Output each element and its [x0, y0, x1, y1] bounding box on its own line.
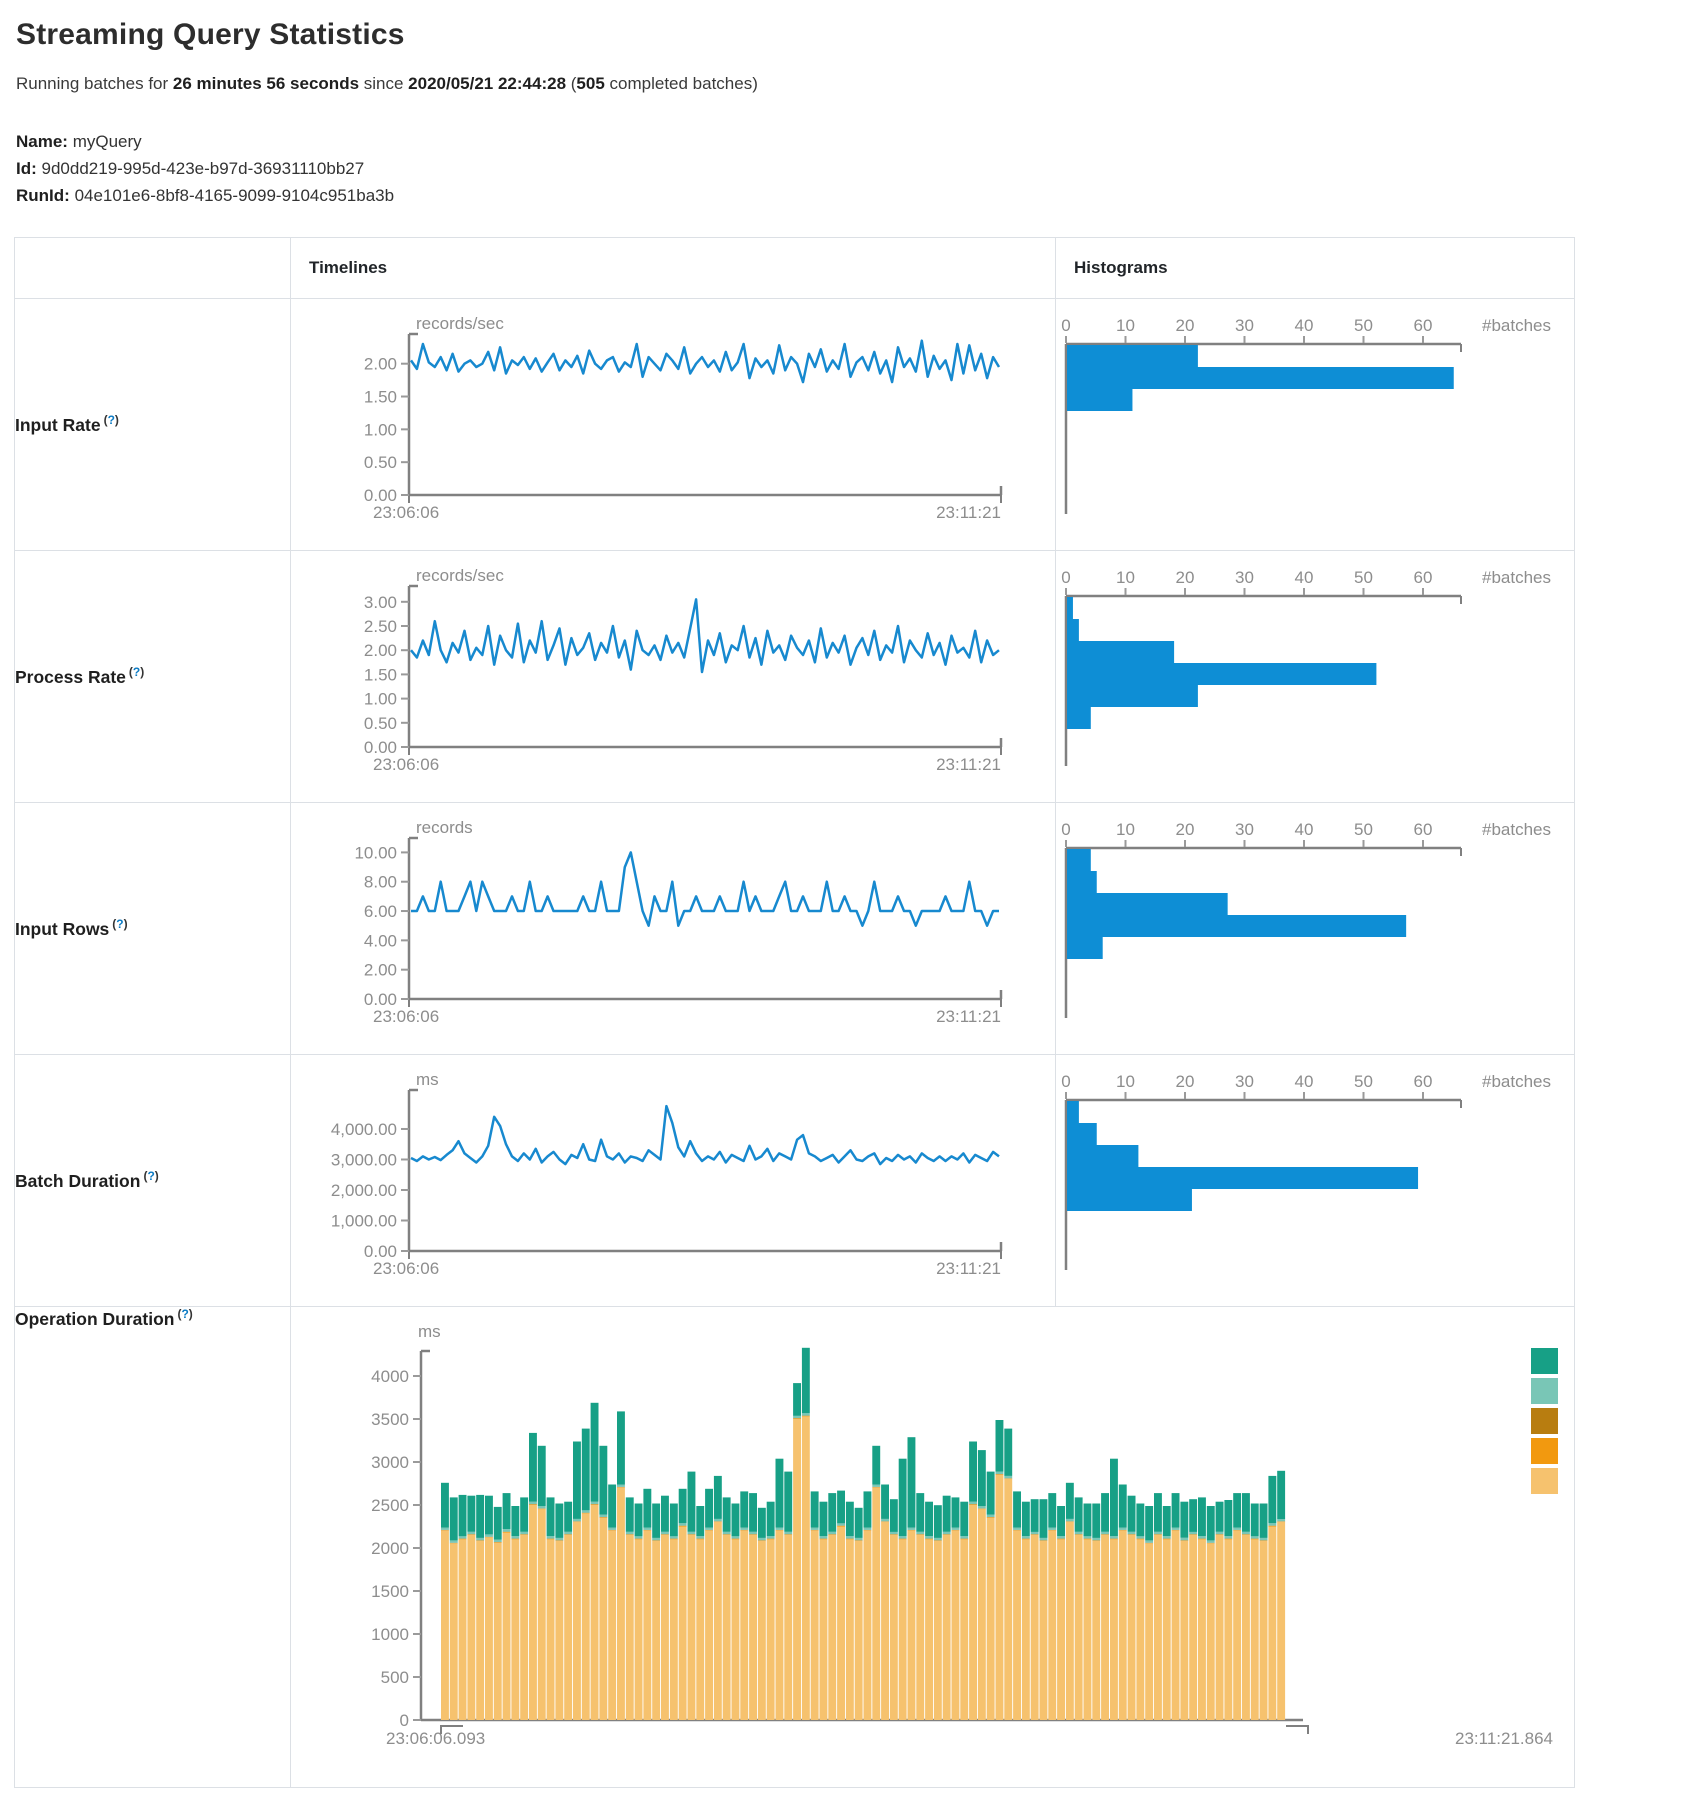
svg-text:60: 60 [1413, 316, 1433, 335]
svg-text:4,000.00: 4,000.00 [330, 1119, 397, 1139]
input-rate-timeline-cell [291, 299, 1056, 551]
svg-text:8.00: 8.00 [363, 872, 397, 892]
svg-text:10.00: 10.00 [354, 843, 397, 863]
svg-text:23:06:06: 23:06:06 [373, 1007, 440, 1026]
svg-text:1500: 1500 [371, 1582, 409, 1601]
header-timelines: Timelines [291, 238, 1056, 299]
svg-text:23:06:06: 23:06:06 [373, 1259, 440, 1278]
process-rate-histogram-chart [1056, 551, 1573, 802]
svg-text:2500: 2500 [371, 1496, 409, 1515]
query-id-row [16, 155, 1677, 182]
svg-text:3000: 3000 [371, 1453, 409, 1472]
svg-text:30: 30 [1235, 820, 1254, 839]
svg-text:10: 10 [1116, 1072, 1135, 1091]
running-batches-summary [16, 74, 1677, 94]
svg-text:23:11:21: 23:11:21 [936, 1259, 1001, 1278]
query-name-label: Name: [16, 132, 68, 151]
summary-paren: ( [566, 74, 577, 93]
svg-text:0: 0 [1061, 1072, 1071, 1091]
svg-text:23:06:06: 23:06:06 [373, 503, 440, 522]
svg-text:0.50: 0.50 [363, 713, 397, 733]
batch-duration-label: Batch Duration [15, 1170, 141, 1191]
input-rows-timeline-cell [291, 803, 1056, 1055]
svg-text:records: records [416, 818, 473, 837]
svg-text:#batches: #batches [1482, 316, 1551, 335]
svg-text:3500: 3500 [371, 1410, 409, 1429]
svg-text:20: 20 [1175, 820, 1195, 839]
batch-duration-histogram-chart [1056, 1055, 1573, 1306]
svg-text:4.00: 4.00 [363, 931, 397, 951]
query-runid-value: 04e101e6-8bf8-4165-9099-9104c951ba3b [74, 186, 395, 205]
svg-text:1.50: 1.50 [363, 387, 397, 407]
input-rate-label-cell [15, 299, 291, 551]
input-rate-help-icon[interactable]: (?) [103, 413, 119, 428]
svg-text:20: 20 [1175, 1072, 1195, 1091]
svg-text:30: 30 [1235, 316, 1254, 335]
svg-text:23:11:21: 23:11:21 [936, 503, 1001, 522]
header-histograms: Histograms [1056, 238, 1575, 299]
operation-duration-label-cell [15, 1307, 291, 1788]
svg-text:2.00: 2.00 [363, 354, 397, 374]
header-empty [15, 238, 291, 299]
svg-text:20: 20 [1175, 316, 1195, 335]
input-rows-help-icon[interactable]: (?) [112, 917, 128, 932]
process-rate-label: Process Rate [15, 666, 126, 687]
svg-text:23:11:21: 23:11:21 [936, 1007, 1001, 1026]
batch-duration-row [15, 1055, 1575, 1307]
svg-text:50: 50 [1354, 820, 1373, 839]
summary-prefix: Running batches for [16, 74, 173, 93]
svg-text:30: 30 [1235, 1072, 1254, 1091]
svg-text:ms: ms [416, 1070, 439, 1089]
svg-text:23:11:21.864: 23:11:21.864 [1455, 1729, 1553, 1748]
svg-text:2000: 2000 [371, 1539, 409, 1558]
summary-duration: 26 minutes 56 seconds [172, 74, 360, 93]
svg-text:0.50: 0.50 [363, 453, 397, 473]
process-rate-histogram-cell [1056, 551, 1575, 803]
process-rate-label-cell [15, 551, 291, 803]
svg-text:10: 10 [1116, 316, 1135, 335]
svg-text:2,000.00: 2,000.00 [330, 1180, 397, 1200]
svg-text:60: 60 [1413, 568, 1433, 587]
query-runid-label: RunId: [16, 186, 70, 205]
svg-text:1.00: 1.00 [363, 689, 397, 709]
svg-text:3,000.00: 3,000.00 [330, 1150, 397, 1170]
svg-text:10: 10 [1116, 568, 1135, 587]
input-rate-row [15, 299, 1575, 551]
input-rate-histogram-cell [1056, 299, 1575, 551]
svg-text:0.00: 0.00 [363, 738, 397, 757]
svg-text:0: 0 [1061, 316, 1071, 335]
svg-text:23:06:06.093: 23:06:06.093 [386, 1729, 486, 1748]
svg-text:30: 30 [1235, 568, 1254, 587]
svg-text:1.00: 1.00 [363, 420, 397, 440]
svg-text:60: 60 [1413, 820, 1433, 839]
input-rows-histogram-chart [1056, 803, 1573, 1054]
svg-text:23:06:06: 23:06:06 [373, 755, 440, 774]
svg-text:0.00: 0.00 [363, 990, 397, 1009]
input-rate-timeline-chart [291, 299, 1054, 550]
summary-start-time: 2020/05/21 22:44:28 [408, 74, 567, 93]
input-rate-label: Input Rate [15, 414, 101, 435]
table-header-row [15, 238, 1575, 299]
svg-text:ms: ms [418, 1322, 441, 1341]
batch-duration-timeline-chart [291, 1055, 1054, 1306]
input-rows-timeline-chart [291, 803, 1054, 1054]
summary-count: 505 [576, 74, 605, 93]
query-metadata [16, 128, 1677, 209]
svg-text:#batches: #batches [1482, 820, 1551, 839]
operation-duration-row [15, 1307, 1575, 1788]
svg-text:500: 500 [380, 1668, 409, 1687]
svg-text:0.00: 0.00 [363, 1242, 397, 1261]
operation-duration-label: Operation Duration [15, 1308, 175, 1329]
svg-text:0: 0 [1061, 568, 1071, 587]
svg-text:1.50: 1.50 [363, 665, 397, 685]
svg-text:50: 50 [1354, 1072, 1373, 1091]
svg-text:10: 10 [1116, 820, 1135, 839]
svg-text:6.00: 6.00 [363, 902, 397, 922]
svg-text:2.00: 2.00 [363, 960, 397, 980]
input-rows-label-cell [15, 803, 291, 1055]
input-rate-histogram-chart [1056, 299, 1573, 550]
operation-duration-stacked-chart [291, 1307, 1573, 1786]
svg-text:0.00: 0.00 [363, 486, 397, 505]
svg-text:0: 0 [399, 1711, 409, 1730]
operation-duration-help-icon[interactable]: (?) [177, 1307, 193, 1321]
operation-duration-chart-cell [291, 1307, 1575, 1788]
process-rate-timeline-chart [291, 551, 1054, 802]
svg-text:1,000.00: 1,000.00 [330, 1211, 397, 1231]
summary-suffix: completed batches) [604, 74, 758, 93]
svg-text:2.00: 2.00 [363, 641, 397, 661]
batch-duration-label-cell [15, 1055, 291, 1307]
svg-text:40: 40 [1294, 820, 1314, 839]
svg-text:records/sec: records/sec [416, 566, 504, 585]
input-rows-histogram-cell [1056, 803, 1575, 1055]
svg-text:#batches: #batches [1482, 568, 1551, 587]
svg-text:1000: 1000 [371, 1625, 409, 1644]
svg-text:3.00: 3.00 [363, 592, 397, 612]
process-rate-help-icon[interactable]: (?) [128, 665, 145, 680]
page-title: Streaming Query Statistics [16, 18, 405, 51]
batch-duration-histogram-cell [1056, 1055, 1575, 1307]
svg-text:0: 0 [1061, 820, 1071, 839]
batch-duration-help-icon[interactable]: (?) [143, 1169, 159, 1184]
svg-text:4000: 4000 [371, 1367, 409, 1386]
svg-text:#batches: #batches [1482, 1072, 1551, 1091]
svg-text:records/sec: records/sec [416, 314, 504, 333]
svg-text:23:11:21: 23:11:21 [936, 755, 1001, 774]
svg-text:40: 40 [1294, 316, 1314, 335]
query-id-label: Id: [16, 159, 37, 178]
input-rows-label: Input Rows [15, 918, 110, 939]
statistics-table [14, 237, 1575, 1788]
summary-since: since [359, 74, 409, 93]
query-name-row [16, 128, 1677, 155]
svg-text:50: 50 [1354, 568, 1373, 587]
query-id-value: 9d0dd219-995d-423e-b97d-36931110bb27 [41, 159, 365, 178]
svg-text:2.50: 2.50 [363, 617, 397, 637]
svg-text:40: 40 [1294, 1072, 1314, 1091]
query-name-value: myQuery [72, 132, 142, 151]
svg-text:20: 20 [1175, 568, 1195, 587]
svg-text:60: 60 [1413, 1072, 1433, 1091]
svg-text:40: 40 [1294, 568, 1314, 587]
query-runid-row [16, 182, 1677, 209]
svg-text:50: 50 [1354, 316, 1373, 335]
process-rate-timeline-cell [291, 551, 1056, 803]
batch-duration-timeline-cell [291, 1055, 1056, 1307]
input-rows-row [15, 803, 1575, 1055]
process-rate-row [15, 551, 1575, 803]
